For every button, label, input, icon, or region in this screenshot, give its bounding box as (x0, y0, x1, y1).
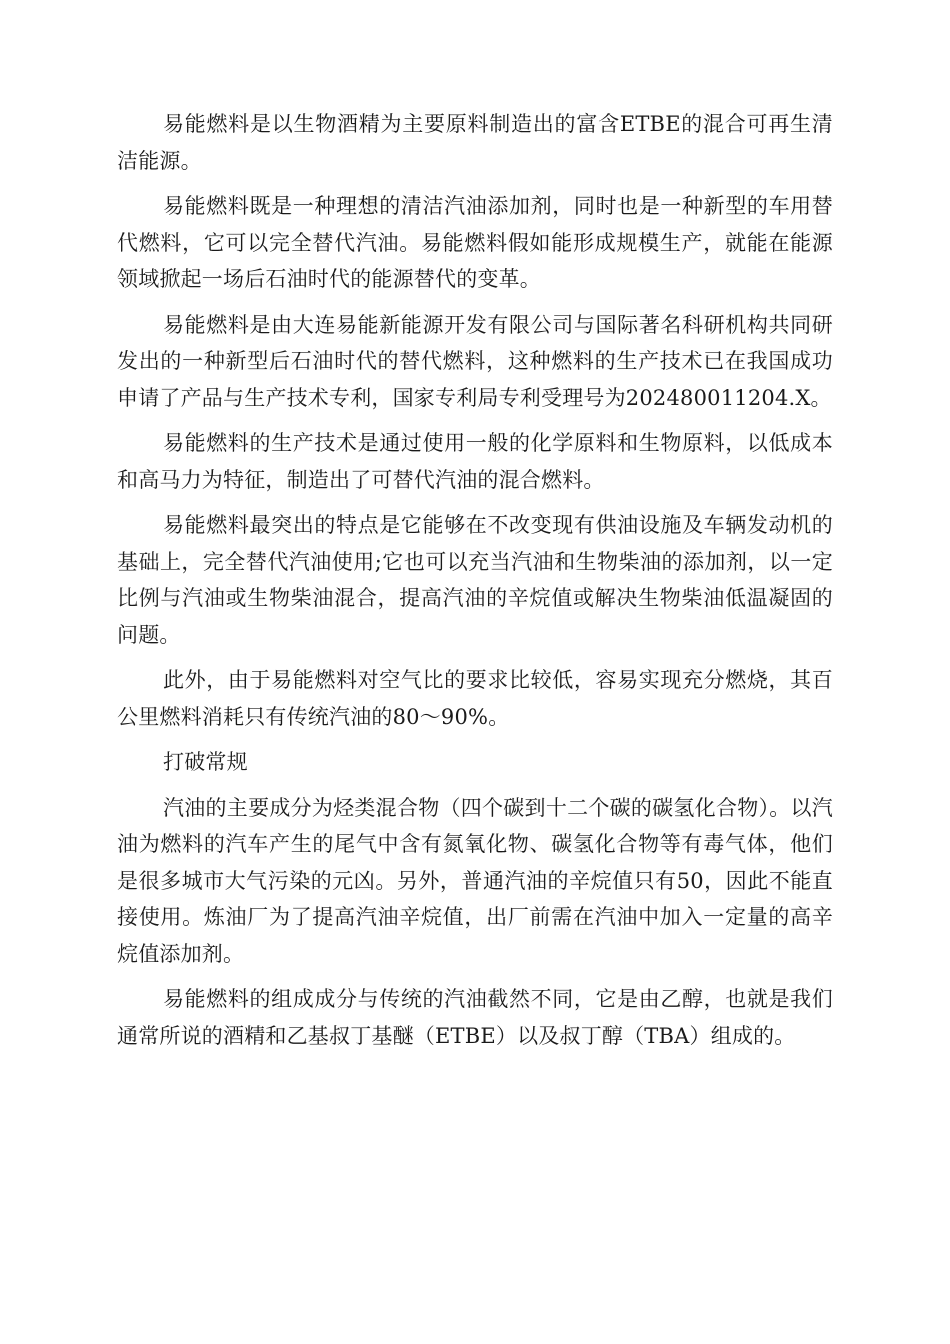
paragraph: 易能燃料的组成成分与传统的汽油截然不同，它是由乙醇，也就是我们通常所说的酒精和乙基叔丁基醚（ETBE）以及叔丁醇（TBA）组成的。 (117, 987, 833, 1048)
paragraph: 易能燃料的生产技术是通过使用一般的化学原料和生物原料，以低成本和高马力为特征，制造出了可替代汽油的混合燃料。 (117, 431, 833, 492)
paragraph: 易能燃料是由大连易能新能源开发有限公司与国际著名科研机构共同研发出的一种新型后石油时代的替代燃料，这种燃料的生产技术已在我国成功申请了产品与生产技术专利，国家专利局专利受理号为202480011204.X。 (117, 312, 833, 410)
paragraph: 易能燃料既是一种理想的清洁汽油添加剂，同时也是一种新型的车用替代燃料，它可以完全替代汽油。易能燃料假如能形成规模生产，就能在能源领域掀起一场后石油时代的能源替代的变革。 (117, 194, 833, 291)
paragraph: 此外，由于易能燃料对空气比的要求比较低，容易实现充分燃烧，其百公里燃料消耗只有传统汽油的80～90%。 (117, 668, 833, 729)
paragraph: 易能燃料是以生物酒精为主要原料制造出的富含ETBE的混合可再生清洁能源。 (117, 112, 833, 173)
section-heading: 打破常规 (163, 750, 248, 774)
document-body (117, 106, 833, 1063)
paragraph: 汽油的主要成分为烃类混合物（四个碳到十二个碳的碳氢化合物）。以汽油为燃料的汽车产生的尾气中含有氮氧化物、碳氢化合物等有毒气体，他们是很多城市大气污染的元凶。另外，普通汽油的辛烷值只有50，因此不能直接使用。炼油厂为了提高汽油辛烷值，出厂前需在汽油中加入一定量的高辛烷值添加剂。 (117, 795, 833, 966)
paragraph: 易能燃料最突出的特点是它能够在不改变现有供油设施及车辆发动机的基础上，完全替代汽油使用;它也可以充当汽油和生物柴油的添加剂，以一定比例与汽油或生物柴油混合，提高汽油的辛烷值或解决生物柴油低温凝固的问题。 (117, 513, 833, 647)
